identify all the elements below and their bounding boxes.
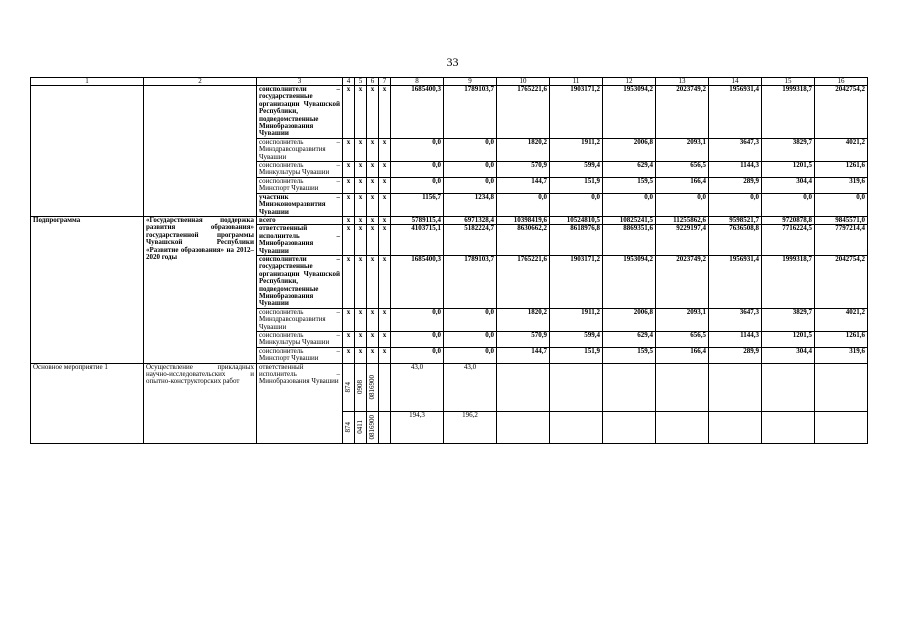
code-cell: x bbox=[367, 86, 379, 139]
value-cell: 2006,8 bbox=[603, 308, 656, 331]
budget-code: 0816900 bbox=[368, 414, 376, 440]
value-cell: 4021,2 bbox=[815, 308, 868, 331]
executor-cell: соисполнитель – Минкультуры Чувашии bbox=[257, 162, 343, 178]
value-cell: 319,6 bbox=[815, 347, 868, 363]
column-number: 3 bbox=[257, 78, 343, 86]
value-cell: 0,0 bbox=[497, 193, 550, 216]
budget-code-cell bbox=[343, 411, 355, 443]
budget-code-cell bbox=[355, 363, 367, 411]
empty-cell bbox=[497, 363, 550, 411]
value-cell: 599,4 bbox=[550, 162, 603, 178]
page-number: 33 bbox=[446, 55, 459, 69]
value-cell: 1685400,3 bbox=[391, 86, 444, 139]
value-cell: 0,0 bbox=[762, 193, 815, 216]
value-cell: 7716224,5 bbox=[762, 225, 815, 256]
value-cell: 1903171,2 bbox=[550, 86, 603, 139]
code-cell: x bbox=[367, 216, 379, 224]
value-cell: 1820,2 bbox=[497, 308, 550, 331]
table-row bbox=[31, 216, 868, 224]
value-cell: 0,0 bbox=[391, 162, 444, 178]
program-name-cell: «Государственная поддержка развития образования» государственной программы Чувашской Республики «Развитие образования» на 2012–2020 годы bbox=[144, 216, 257, 363]
budget-code-cell bbox=[343, 363, 355, 411]
value-cell: 570,9 bbox=[497, 332, 550, 348]
value-cell: 10825241,5 bbox=[603, 216, 656, 224]
empty-cell bbox=[550, 411, 603, 443]
value-cell: 151,9 bbox=[550, 177, 603, 193]
value-cell: 629,4 bbox=[603, 332, 656, 348]
value-cell: 1999318,7 bbox=[762, 255, 815, 308]
value-cell: 0,0 bbox=[444, 308, 497, 331]
value-cell: 166,4 bbox=[656, 347, 709, 363]
column-number: 6 bbox=[367, 78, 379, 86]
table-row bbox=[31, 86, 868, 139]
program-name-cell bbox=[144, 86, 257, 217]
code-cell: x bbox=[379, 216, 391, 224]
value-cell: 0,0 bbox=[444, 177, 497, 193]
code-cell: x bbox=[355, 86, 367, 139]
executor-cell: соисполнитель – Минспорт Чувашии bbox=[257, 347, 343, 363]
empty-cell bbox=[497, 411, 550, 443]
value-cell: 656,5 bbox=[656, 162, 709, 178]
value-cell: 4103715,1 bbox=[391, 225, 444, 256]
value-cell: 1956931,4 bbox=[709, 255, 762, 308]
value-cell: 0,0 bbox=[391, 138, 444, 161]
code-cell: x bbox=[355, 347, 367, 363]
code-cell: x bbox=[379, 162, 391, 178]
budget-code-cell bbox=[367, 363, 379, 411]
program-cell: Подпрограмма bbox=[31, 216, 144, 363]
value-cell: 1234,8 bbox=[444, 193, 497, 216]
value-cell: 0,0 bbox=[550, 193, 603, 216]
value-cell: 3829,7 bbox=[762, 308, 815, 331]
value-cell: 1685400,3 bbox=[391, 255, 444, 308]
empty-cell bbox=[550, 363, 603, 411]
column-number: 14 bbox=[709, 78, 762, 86]
column-number: 1 bbox=[31, 78, 144, 86]
value-cell: 2042754,2 bbox=[815, 255, 868, 308]
code-cell: x bbox=[355, 216, 367, 224]
value-cell: 10398419,6 bbox=[497, 216, 550, 224]
code-cell: x bbox=[355, 162, 367, 178]
budget-code: 874 bbox=[344, 421, 352, 433]
empty-cell bbox=[656, 411, 709, 443]
value-cell: 6971328,4 bbox=[444, 216, 497, 224]
code-cell: x bbox=[343, 332, 355, 348]
value-cell: 0,0 bbox=[444, 162, 497, 178]
code-cell: x bbox=[367, 255, 379, 308]
code-cell: x bbox=[379, 138, 391, 161]
budget-code: 0411 bbox=[356, 420, 364, 434]
code-cell: x bbox=[355, 177, 367, 193]
value-cell: 3647,3 bbox=[709, 308, 762, 331]
value-cell: 1261,6 bbox=[815, 162, 868, 178]
value-cell: 0,0 bbox=[444, 332, 497, 348]
value-cell: 304,4 bbox=[762, 347, 815, 363]
value-cell: 2006,8 bbox=[603, 138, 656, 161]
budget-code: 874 bbox=[344, 381, 352, 393]
value-cell: 0,0 bbox=[391, 332, 444, 348]
column-number: 10 bbox=[497, 78, 550, 86]
code-cell: x bbox=[355, 255, 367, 308]
value-cell: 0,0 bbox=[391, 177, 444, 193]
executor-cell: ответственный исполнитель – Минобразования Чувашии bbox=[257, 225, 343, 256]
empty-cell bbox=[709, 363, 762, 411]
column-number: 7 bbox=[379, 78, 391, 86]
code-cell: x bbox=[379, 347, 391, 363]
value-cell: 159,5 bbox=[603, 177, 656, 193]
value-cell: 1911,2 bbox=[550, 308, 603, 331]
value-cell: 1765221,6 bbox=[497, 86, 550, 139]
value-cell: 196,2 bbox=[444, 411, 497, 443]
code-cell: x bbox=[367, 332, 379, 348]
executor-cell: всего bbox=[257, 216, 343, 224]
empty-cell bbox=[379, 363, 391, 411]
code-cell: x bbox=[367, 138, 379, 161]
code-cell: x bbox=[367, 347, 379, 363]
column-number: 12 bbox=[603, 78, 656, 86]
value-cell: 1156,7 bbox=[391, 193, 444, 216]
value-cell: 159,5 bbox=[603, 347, 656, 363]
value-cell: 0,0 bbox=[391, 308, 444, 331]
value-cell: 0,0 bbox=[656, 193, 709, 216]
empty-cell bbox=[815, 411, 868, 443]
budget-code-cell bbox=[355, 411, 367, 443]
value-cell: 1201,5 bbox=[762, 162, 815, 178]
value-cell: 11255862,6 bbox=[656, 216, 709, 224]
budget-table bbox=[30, 77, 868, 444]
value-cell: 1789103,7 bbox=[444, 255, 497, 308]
value-cell: 0,0 bbox=[603, 193, 656, 216]
code-cell: x bbox=[367, 225, 379, 256]
value-cell: 304,4 bbox=[762, 177, 815, 193]
value-cell: 8630662,2 bbox=[497, 225, 550, 256]
column-number: 9 bbox=[444, 78, 497, 86]
code-cell: x bbox=[379, 225, 391, 256]
program-cell bbox=[31, 86, 144, 217]
value-cell: 1789103,7 bbox=[444, 86, 497, 139]
value-cell: 5182224,7 bbox=[444, 225, 497, 256]
executor-cell: участник – Минэкономразвития Чувашии bbox=[257, 193, 343, 216]
budget-code-cell bbox=[367, 411, 379, 443]
column-number: 13 bbox=[656, 78, 709, 86]
value-cell: 599,4 bbox=[550, 332, 603, 348]
value-cell: 151,9 bbox=[550, 347, 603, 363]
code-cell: x bbox=[343, 138, 355, 161]
value-cell: 1144,3 bbox=[709, 332, 762, 348]
code-cell: x bbox=[367, 177, 379, 193]
code-cell: x bbox=[355, 332, 367, 348]
executor-cell: соисполнитель – Минздравсоцразвития Чувашии bbox=[257, 138, 343, 161]
value-cell: 1956931,4 bbox=[709, 86, 762, 139]
empty-cell bbox=[762, 363, 815, 411]
value-cell: 289,9 bbox=[709, 347, 762, 363]
code-cell: x bbox=[343, 255, 355, 308]
value-cell: 2042754,2 bbox=[815, 86, 868, 139]
value-cell: 8869351,6 bbox=[603, 225, 656, 256]
column-number: 8 bbox=[391, 78, 444, 86]
value-cell: 1201,5 bbox=[762, 332, 815, 348]
budget-code: 0816900 bbox=[368, 374, 376, 400]
code-cell: x bbox=[343, 347, 355, 363]
value-cell: 3647,3 bbox=[709, 138, 762, 161]
value-cell: 1820,2 bbox=[497, 138, 550, 161]
value-cell: 1953094,2 bbox=[603, 86, 656, 139]
code-cell: x bbox=[343, 225, 355, 256]
code-cell: x bbox=[367, 193, 379, 216]
value-cell: 9598521,7 bbox=[709, 216, 762, 224]
activity-cell: Основное мероприятие 1 bbox=[31, 363, 144, 443]
value-cell: 9845571,0 bbox=[815, 216, 868, 224]
empty-cell bbox=[762, 411, 815, 443]
value-cell: 8618976,8 bbox=[550, 225, 603, 256]
code-cell: x bbox=[343, 216, 355, 224]
code-cell: x bbox=[343, 86, 355, 139]
value-cell: 0,0 bbox=[391, 347, 444, 363]
value-cell: 1953094,2 bbox=[603, 255, 656, 308]
empty-cell bbox=[815, 363, 868, 411]
value-cell: 7636508,8 bbox=[709, 225, 762, 256]
code-cell: x bbox=[355, 308, 367, 331]
value-cell: 0,0 bbox=[709, 193, 762, 216]
code-cell: x bbox=[343, 177, 355, 193]
value-cell: 1911,2 bbox=[550, 138, 603, 161]
value-cell: 2023749,2 bbox=[656, 86, 709, 139]
empty-cell bbox=[379, 411, 391, 443]
code-cell: x bbox=[343, 162, 355, 178]
executor-cell: соисполнитель – Минздравсоцразвития Чувашии bbox=[257, 308, 343, 331]
value-cell: 144,7 bbox=[497, 347, 550, 363]
code-cell: x bbox=[379, 255, 391, 308]
code-cell: x bbox=[367, 162, 379, 178]
table-row bbox=[31, 363, 868, 411]
executor-cell: соисполнители – государственные организации Чувашской Республики, подведомственные Минобразования Чувашии bbox=[257, 255, 343, 308]
value-cell: 1144,3 bbox=[709, 162, 762, 178]
column-number: 16 bbox=[815, 78, 868, 86]
value-cell: 4021,2 bbox=[815, 138, 868, 161]
value-cell: 2023749,2 bbox=[656, 255, 709, 308]
budget-code: 0908 bbox=[356, 380, 364, 395]
value-cell: 166,4 bbox=[656, 177, 709, 193]
value-cell: 7797214,4 bbox=[815, 225, 868, 256]
empty-cell bbox=[603, 411, 656, 443]
value-cell: 570,9 bbox=[497, 162, 550, 178]
code-cell: x bbox=[355, 138, 367, 161]
code-cell: x bbox=[379, 332, 391, 348]
column-number: 4 bbox=[343, 78, 355, 86]
executor-cell: ответственный исполнитель – Минобразования Чувашии bbox=[257, 363, 343, 443]
code-cell: x bbox=[379, 308, 391, 331]
value-cell: 10524810,5 bbox=[550, 216, 603, 224]
value-cell: 629,4 bbox=[603, 162, 656, 178]
code-cell: x bbox=[343, 193, 355, 216]
value-cell: 9720878,8 bbox=[762, 216, 815, 224]
code-cell: x bbox=[355, 193, 367, 216]
value-cell: 144,7 bbox=[497, 177, 550, 193]
value-cell: 2093,1 bbox=[656, 138, 709, 161]
value-cell: 43,0 bbox=[444, 363, 497, 411]
column-number: 11 bbox=[550, 78, 603, 86]
code-cell: x bbox=[367, 308, 379, 331]
value-cell: 656,5 bbox=[656, 332, 709, 348]
value-cell: 0,0 bbox=[444, 138, 497, 161]
activity-name-cell: Осуществление прикладных научно-исследовательских и опытно-конструкторских работ bbox=[144, 363, 257, 443]
value-cell: 1765221,6 bbox=[497, 255, 550, 308]
value-cell: 194,3 bbox=[391, 411, 444, 443]
column-number: 15 bbox=[762, 78, 815, 86]
value-cell: 1999318,7 bbox=[762, 86, 815, 139]
executor-cell: соисполнитель – Минспорт Чувашии bbox=[257, 177, 343, 193]
column-number: 2 bbox=[144, 78, 257, 86]
value-cell: 1261,6 bbox=[815, 332, 868, 348]
value-cell: 3829,7 bbox=[762, 138, 815, 161]
value-cell: 289,9 bbox=[709, 177, 762, 193]
value-cell: 1903171,2 bbox=[550, 255, 603, 308]
code-cell: x bbox=[343, 308, 355, 331]
code-cell: x bbox=[379, 177, 391, 193]
empty-cell bbox=[656, 363, 709, 411]
value-cell: 319,6 bbox=[815, 177, 868, 193]
executor-cell: соисполнители – государственные организации Чувашской Республики, подведомственные Минобразования Чувашии bbox=[257, 86, 343, 139]
code-cell: x bbox=[379, 86, 391, 139]
column-number: 5 bbox=[355, 78, 367, 86]
executor-cell: соисполнитель – Минкультуры Чувашии bbox=[257, 332, 343, 348]
value-cell: 2093,1 bbox=[656, 308, 709, 331]
value-cell: 9229197,4 bbox=[656, 225, 709, 256]
empty-cell bbox=[603, 363, 656, 411]
value-cell: 43,0 bbox=[391, 363, 444, 411]
value-cell: 0,0 bbox=[815, 193, 868, 216]
code-cell: x bbox=[355, 225, 367, 256]
code-cell: x bbox=[379, 193, 391, 216]
column-number-row bbox=[31, 78, 868, 86]
value-cell: 0,0 bbox=[444, 347, 497, 363]
value-cell: 5789115,4 bbox=[391, 216, 444, 224]
empty-cell bbox=[709, 411, 762, 443]
